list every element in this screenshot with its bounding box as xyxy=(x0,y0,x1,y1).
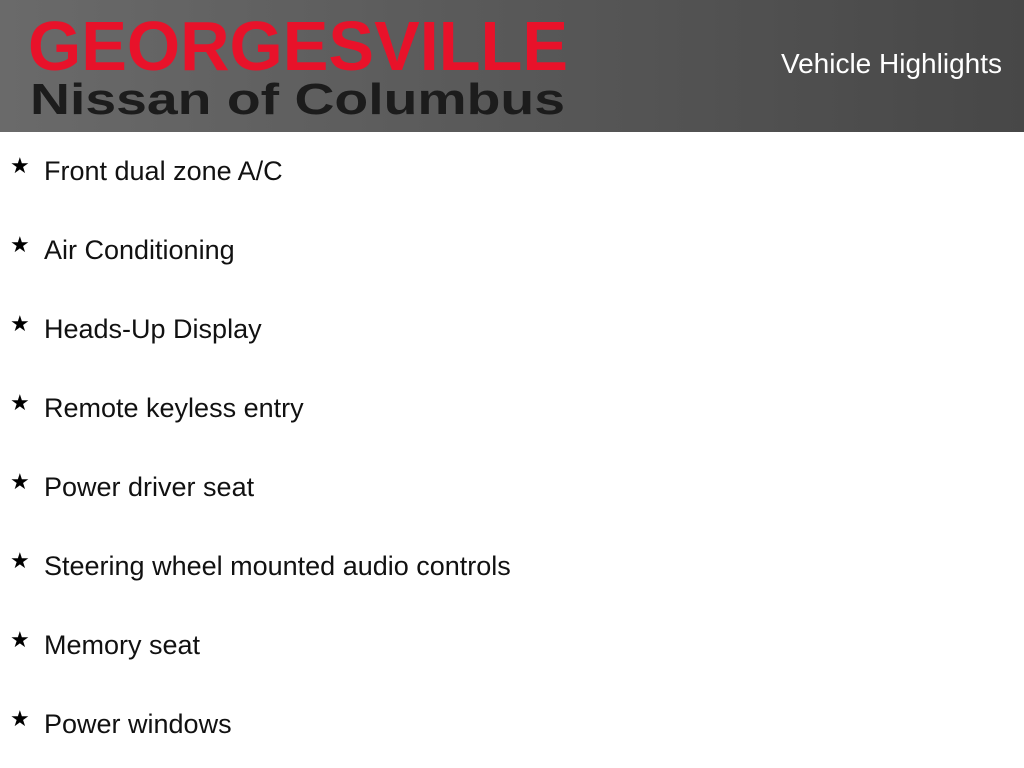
star-icon: ★ xyxy=(10,707,30,732)
highlight-label: Steering wheel mounted audio controls xyxy=(44,551,511,581)
list-item xyxy=(0,369,1024,448)
list-item xyxy=(0,211,1024,290)
star-icon: ★ xyxy=(10,391,30,416)
logo-line2: Nissan of Columbus xyxy=(30,75,565,124)
highlight-label: Air Conditioning xyxy=(44,235,235,265)
list-item xyxy=(0,685,1024,764)
star-icon: ★ xyxy=(10,628,30,653)
dealer-logo xyxy=(28,8,573,126)
highlight-label: Power windows xyxy=(44,709,232,739)
star-icon: ★ xyxy=(10,470,30,495)
highlight-label: Memory seat xyxy=(44,630,201,660)
highlight-label: Front dual zone A/C xyxy=(44,156,283,186)
list-item xyxy=(0,527,1024,606)
star-icon: ★ xyxy=(10,312,30,337)
highlight-label: Remote keyless entry xyxy=(44,393,304,423)
page-title: Vehicle Highlights xyxy=(780,48,1002,79)
list-item xyxy=(0,132,1024,211)
vehicle-highlights-list xyxy=(0,132,1024,764)
list-item xyxy=(0,290,1024,369)
star-icon: ★ xyxy=(10,549,30,574)
highlight-label: Heads-Up Display xyxy=(44,314,262,344)
header-banner xyxy=(0,0,1024,132)
logo-line1: GEORGESVILLE xyxy=(28,8,568,85)
list-item xyxy=(0,606,1024,685)
highlight-label: Power driver seat xyxy=(44,472,255,502)
star-icon: ★ xyxy=(10,154,30,179)
list-item xyxy=(0,448,1024,527)
star-icon: ★ xyxy=(10,233,30,258)
